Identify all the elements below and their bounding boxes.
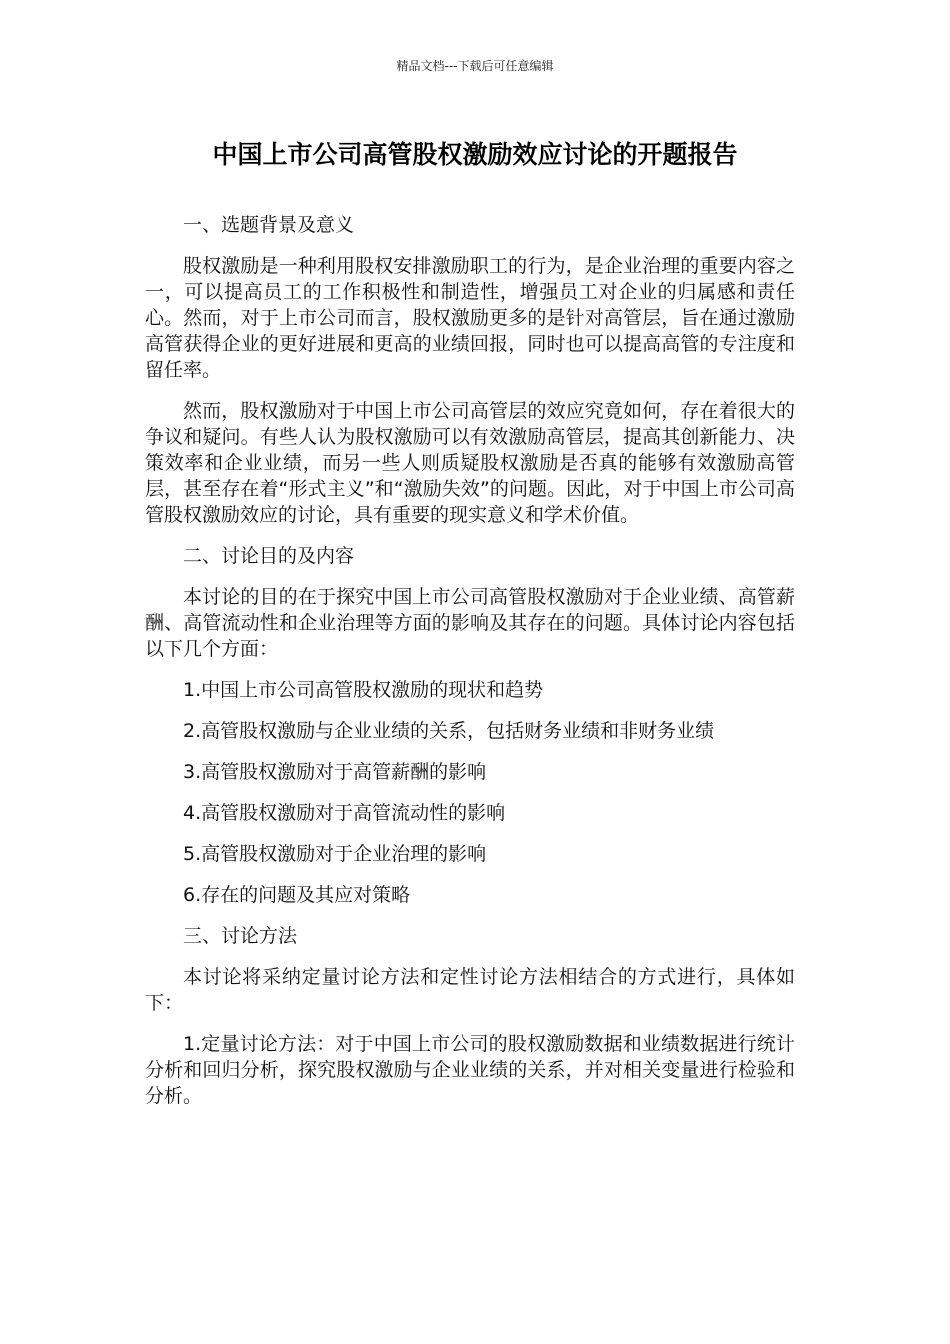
section-2-list-item-3: 3.高管股权激励对于高管薪酬的影响 — [183, 761, 487, 783]
document-body — [145, 212, 795, 1124]
section-3-paragraph-1: 本讨论将采纳定量讨论方法和定性讨论方法相结合的方式进行，具体如下： — [145, 966, 795, 1014]
section-2-list-item-1: 1.中国上市公司高管股权激励的现状和趋势 — [183, 679, 544, 701]
section-3-heading: 三、讨论方法 — [183, 925, 298, 947]
section-2-list-item-5: 5.高管股权激励对于企业治理的影响 — [183, 843, 487, 865]
section-2-heading: 二、讨论目的及内容 — [183, 545, 355, 567]
section-3-paragraph-2: 1.定量讨论方法：对于中国上市公司的股权激励数据和业绩数据进行统计分析和回归分析，探究股权激励与企业业绩的关系，并对相关变量进行检验和分析。 — [145, 1033, 795, 1107]
section-1-heading: 一、选题背景及意义 — [183, 214, 355, 236]
section-2-list-item-4: 4.高管股权激励对于高管流动性的影响 — [183, 802, 506, 824]
section-2-list-item-6: 6.存在的问题及其应对策略 — [183, 884, 411, 906]
section-2-list-item-2: 2.高管股权激励与企业业绩的关系，包括财务业绩和非财务业绩 — [183, 720, 715, 742]
header-note: 精品文档---下载后可任意编辑 — [396, 59, 554, 73]
section-1-paragraph-2: 然而，股权激励对于中国上市公司高管层的效应究竟如何，存在着很大的争议和疑问。有些人认为股权激励可以有效激励高管层，提高其创新能力、决策效率和企业业绩，而另一些人则质疑股权激励是否真的能够有效激励高管层，甚至存在着“形式主义”和“激励失效”的问题。因此，对于中国上市公司高管股权激励效应的讨论，具有重要的现实意义和学术价值。 — [145, 400, 795, 526]
section-1-paragraph-1: 股权激励是一种利用股权安排激励职工的行为，是企业治理的重要内容之一，可以提高员工的工作积极性和制造性，增强员工对企业的归属感和责任心。然而，对于上市公司而言，股权激励更多的是针对高管层，旨在通过激励高管获得企业的更好进展和更高的业绩回报，同时也可以提高高管的专注度和留任率。 — [145, 255, 795, 381]
document-title: 中国上市公司高管股权激励效应讨论的开题报告 — [212, 140, 738, 169]
section-2-paragraph-1: 本讨论的目的在于探究中国上市公司高管股权激励对于企业业绩、高管薪酬、高管流动性和企业治理等方面的影响及其存在的问题。具体讨论内容包括以下几个方面： — [145, 586, 795, 660]
